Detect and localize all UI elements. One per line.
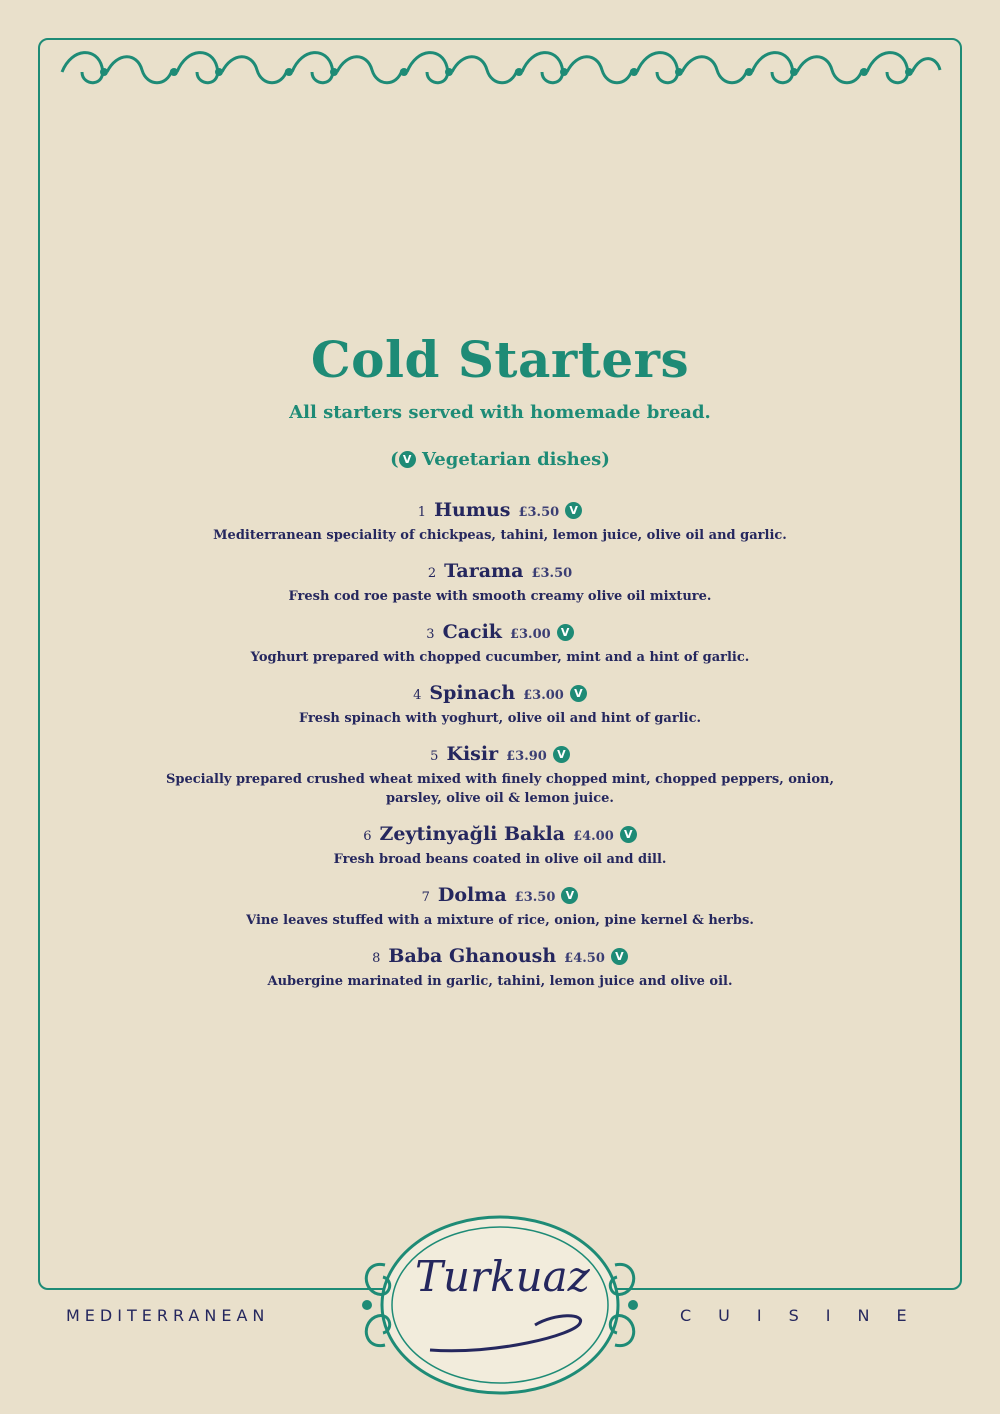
menu-item: [100, 943, 900, 991]
page-title: Cold Starters: [310, 330, 690, 389]
item-number: 1: [417, 505, 427, 520]
item-number: 4: [413, 688, 422, 703]
item-name: Spinach: [429, 682, 516, 704]
menu-item: [100, 558, 900, 606]
item-description: Yoghurt prepared with chopped cucumber, mint and a hint of garlic.: [250, 650, 750, 665]
item-description: Mediterranean speciality of chickpeas, tahini, lemon juice, olive oil and garlic.: [213, 528, 787, 543]
item-number: 2: [427, 566, 437, 581]
item-price: £3.00: [523, 688, 564, 703]
item-description: Vine leaves stuffed with a mixture of rice, onion, pine kernel & herbs.: [246, 913, 754, 928]
brand-logo-text: Turkuaz: [415, 1252, 590, 1301]
menu-item: [100, 882, 900, 930]
vegetarian-icon: V: [553, 746, 570, 763]
veg-note-text: Vegetarian dishes): [421, 449, 610, 470]
item-description: Fresh broad beans coated in olive oil and dill.: [333, 852, 667, 867]
item-name: Zeytinyağli Bakla: [379, 823, 566, 845]
vegetarian-icon: V: [557, 624, 574, 641]
item-price: £3.50: [518, 505, 560, 520]
vegetarian-icon: V: [399, 451, 416, 468]
item-number: 3: [426, 627, 435, 642]
menu-item: [100, 680, 900, 728]
vegetarian-icon: V: [611, 948, 628, 965]
item-price: £4.00: [573, 829, 614, 844]
item-description: Specially prepared crushed wheat mixed with finely chopped mint, chopped peppers, onion, parsley, olive oil & lemon juice.: [166, 772, 834, 806]
item-number: 6: [363, 829, 372, 844]
item-number: 8: [372, 951, 381, 966]
menu-item: [100, 741, 900, 808]
vegetarian-icon: V: [620, 826, 637, 843]
item-name: Baba Ghanoush: [388, 945, 557, 967]
vegetarian-icon: V: [570, 685, 587, 702]
item-price: £3.00: [509, 627, 551, 642]
menu-items-list: [100, 497, 900, 1004]
footer-tagline-left: MEDITERRANEAN: [66, 1306, 270, 1325]
item-price: £3.50: [531, 566, 573, 581]
item-description: Fresh spinach with yoghurt, olive oil and hint of garlic.: [298, 711, 702, 726]
vegetarian-legend: [0, 449, 1000, 470]
item-name: Kisir: [446, 743, 499, 765]
menu-item: [100, 821, 900, 869]
vegetarian-icon: V: [565, 502, 582, 519]
veg-note-open: (: [390, 449, 399, 470]
item-price: £3.90: [506, 749, 547, 764]
menu-item: [100, 619, 900, 667]
item-number: 7: [421, 890, 430, 905]
page-subtitle: All starters served with homemade bread.: [289, 402, 711, 423]
scroll-ornament-icon: [52, 42, 948, 98]
item-name: Tarama: [444, 560, 524, 582]
footer-tagline-right: CUISINE: [680, 1306, 934, 1325]
item-name: Cacik: [442, 621, 502, 643]
item-description: Fresh cod roe paste with smooth creamy olive oil mixture.: [288, 589, 712, 604]
oval-logo-frame-icon: [355, 1205, 645, 1405]
vegetarian-icon: V: [561, 887, 578, 904]
item-number: 5: [430, 749, 439, 764]
item-price: £3.50: [514, 890, 556, 905]
menu-item: [100, 497, 900, 545]
item-name: Dolma: [437, 884, 507, 906]
item-price: £4.50: [564, 951, 605, 966]
item-description: Aubergine marinated in garlic, tahini, lemon juice and olive oil.: [267, 974, 733, 989]
item-name: Humus: [434, 499, 511, 521]
